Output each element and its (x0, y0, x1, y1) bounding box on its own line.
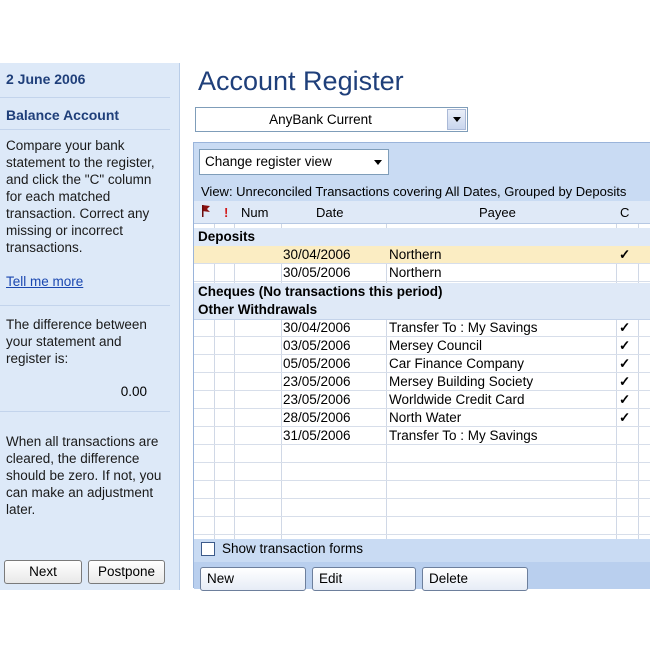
new-button[interactable]: New (200, 567, 306, 591)
row-payee: Transfer To : My Savings (389, 428, 538, 443)
register-button-bar (194, 562, 650, 589)
row-date: 03/05/2006 (283, 338, 351, 353)
empty-row[interactable] (194, 517, 650, 535)
empty-row[interactable] (194, 463, 650, 481)
cleared-check[interactable]: ✓ (619, 247, 631, 262)
row-payee: Mersey Building Society (389, 374, 534, 389)
cleared-text: When all transactions are cleared, the difference should be zero. If not, you can make an adjustment later. (6, 434, 162, 517)
column-important[interactable]: ! (224, 205, 229, 220)
table-row[interactable] (194, 264, 650, 282)
table-row[interactable] (194, 391, 650, 409)
show-forms-label: Show transaction forms (222, 541, 364, 556)
page-title: Account Register (198, 66, 404, 96)
instructions-text: Compare your bank statement to the register, and click the "C" column for each matched transaction. Correct any missing or incorrect transactions. (6, 138, 155, 255)
row-date: 30/04/2006 (283, 320, 351, 335)
group-label: Other Withdrawals (198, 302, 318, 317)
empty-row[interactable] (194, 499, 650, 517)
panel-heading: Balance Account (6, 107, 120, 123)
divider (0, 305, 170, 306)
register-panel (193, 142, 650, 588)
row-date: 23/05/2006 (283, 392, 351, 407)
row-date: 28/05/2006 (283, 410, 351, 425)
show-forms-checkbox[interactable] (201, 542, 215, 556)
cleared-check[interactable]: ✓ (619, 374, 631, 389)
chevron-down-icon[interactable] (447, 109, 466, 130)
table-row[interactable] (194, 409, 650, 427)
next-button[interactable]: Next (4, 560, 82, 584)
divider (0, 411, 170, 412)
group-label: Deposits (198, 229, 256, 244)
divider (0, 97, 170, 98)
difference-amount: 0.00 (120, 384, 147, 399)
edit-button[interactable]: Edit (312, 567, 416, 591)
row-payee: Mersey Council (389, 338, 483, 353)
table-row[interactable] (194, 373, 650, 391)
cleared-check[interactable]: ✓ (619, 392, 631, 407)
divider (0, 129, 170, 130)
empty-row[interactable] (194, 445, 650, 463)
row-payee: Car Finance Company (389, 356, 525, 371)
balance-task-panel (0, 63, 180, 590)
difference-text: The difference between your statement and register is: (6, 317, 147, 366)
register-view-value: Change register view (205, 154, 332, 169)
register-view-select[interactable] (199, 149, 389, 175)
empty-row[interactable] (194, 481, 650, 499)
table-row[interactable] (194, 427, 650, 445)
flag-icon (200, 204, 212, 220)
view-description: View: Unreconciled Transactions covering All Dates, Grouped by Deposits (201, 184, 627, 199)
postpone-button[interactable]: Postpone (88, 560, 165, 584)
column-cleared[interactable]: C (620, 205, 630, 220)
group-header-cheques[interactable] (194, 283, 650, 302)
table-row[interactable] (194, 246, 650, 264)
chevron-down-icon[interactable] (369, 151, 387, 173)
cleared-check[interactable]: ✓ (619, 320, 631, 335)
group-header-deposits[interactable] (194, 228, 650, 247)
row-payee: North Water (389, 410, 462, 425)
account-select-value: AnyBank Current (269, 112, 372, 127)
row-payee: Transfer To : My Savings (389, 320, 538, 335)
account-select[interactable] (195, 107, 468, 132)
column-num[interactable]: Num (241, 205, 269, 220)
row-date: 30/05/2006 (283, 265, 351, 280)
delete-button[interactable]: Delete (422, 567, 528, 591)
row-date: 05/05/2006 (283, 356, 351, 371)
row-date: 23/05/2006 (283, 374, 351, 389)
show-forms-option[interactable] (201, 541, 363, 556)
table-row[interactable] (194, 319, 650, 337)
group-label: Cheques (No transactions this period) (198, 284, 443, 299)
transaction-grid (194, 201, 650, 539)
column-header-row (194, 201, 650, 224)
group-header-withdrawals[interactable] (194, 301, 650, 320)
row-payee: Northern (389, 265, 442, 280)
row-payee: Northern (389, 247, 442, 262)
row-date: 30/04/2006 (283, 247, 351, 262)
current-date: 2 June 2006 (6, 71, 86, 87)
row-payee: Worldwide Credit Card (389, 392, 525, 407)
cleared-check[interactable]: ✓ (619, 338, 631, 353)
column-date[interactable]: Date (316, 205, 344, 220)
table-row[interactable] (194, 355, 650, 373)
table-row[interactable] (194, 337, 650, 355)
cleared-check[interactable]: ✓ (619, 356, 631, 371)
cleared-check[interactable]: ✓ (619, 410, 631, 425)
row-date: 31/05/2006 (283, 428, 351, 443)
column-payee[interactable]: Payee (479, 205, 516, 220)
tell-me-more-link[interactable]: Tell me more (6, 274, 84, 289)
